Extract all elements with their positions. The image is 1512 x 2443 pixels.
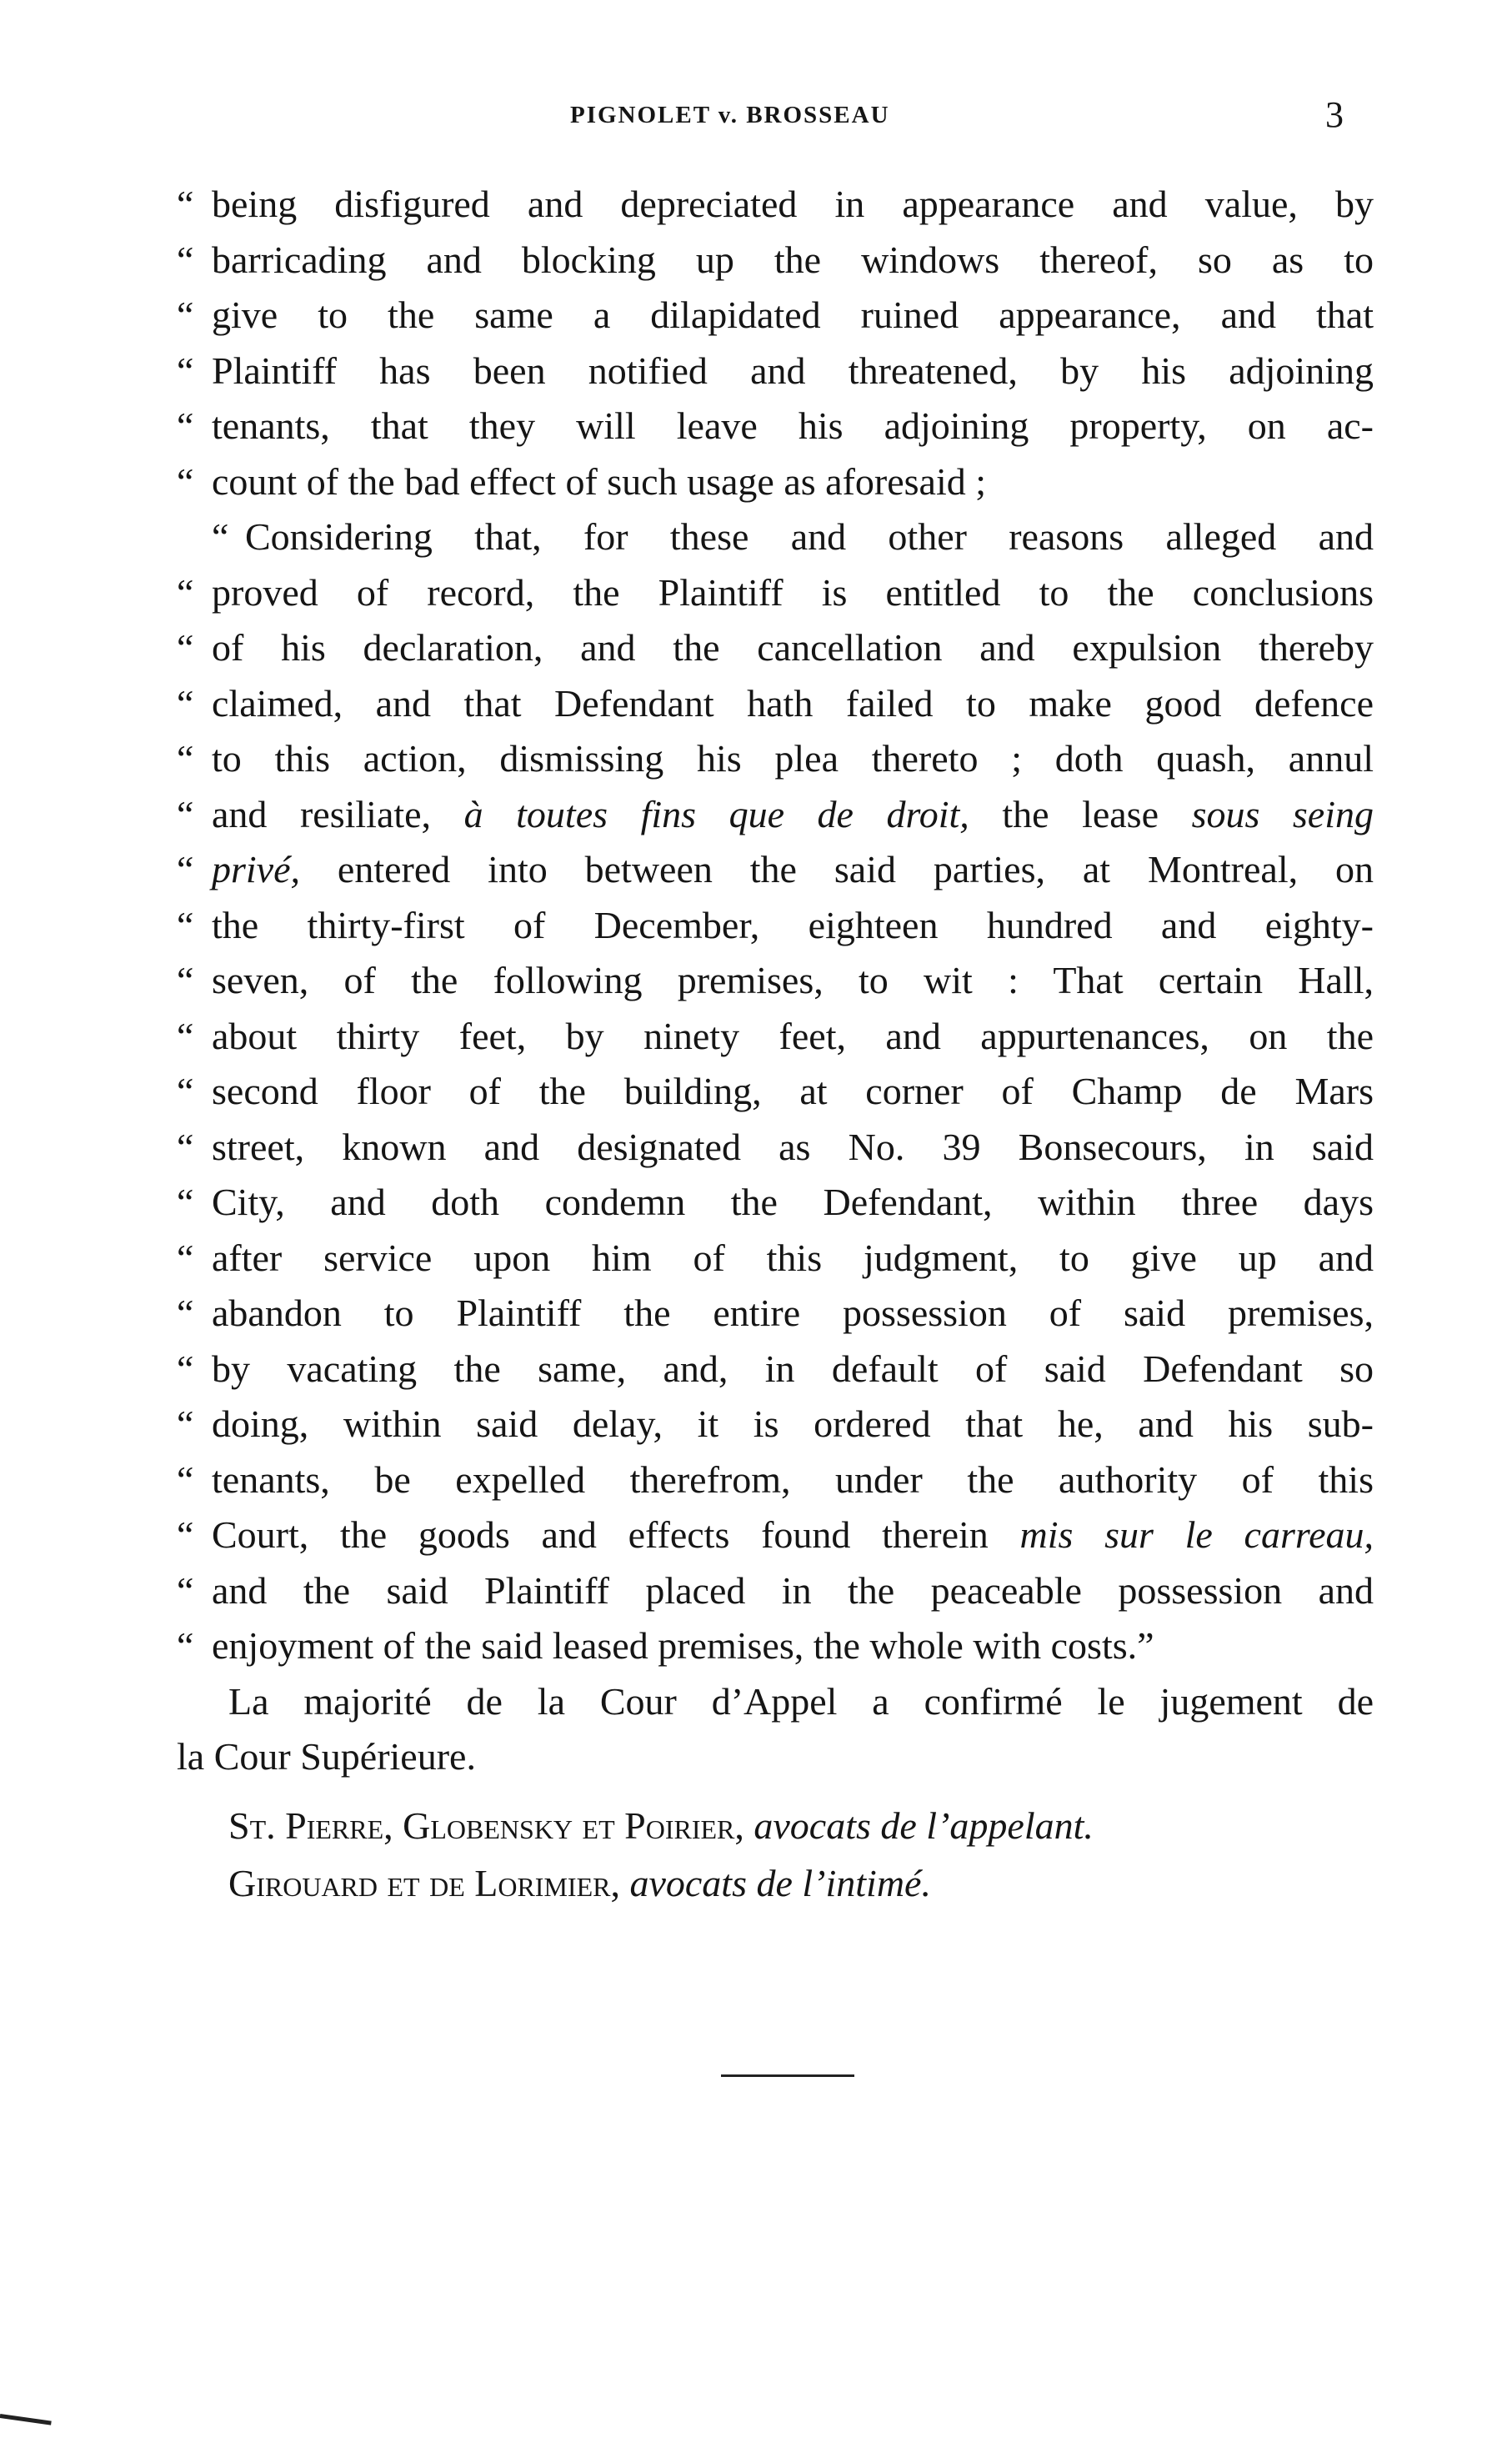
text-line: “ barricading and blocking up the windows thereof, so as to <box>177 233 1374 288</box>
quote-mark: “ <box>177 570 194 614</box>
text-line: La majorité de la Cour d’Appel a confirmé le jugement de <box>228 1679 1374 1723</box>
quote-mark: “ <box>177 1513 194 1556</box>
text-line: “ about thirty feet, by ninety feet, and appurtenances, on the <box>177 1009 1374 1065</box>
counsel-names: St. Pierre, Globensky et Poirier, <box>228 1804 744 1847</box>
text-line: “ doing, within said delay, it is ordered that he, and his sub- <box>177 1397 1374 1452</box>
text-line: “ street, known and designated as No. 39 Bonsecours, in said <box>177 1120 1374 1176</box>
quote-mark: “ <box>177 293 194 336</box>
text-line: “ enjoyment of the said leased premises, the whole with costs.” <box>177 1618 1374 1674</box>
text-line: “ tenants, that they will leave his adjoining property, on ac- <box>177 399 1374 454</box>
text-line: “ proved of record, the Plaintiff is entitled to the conclusions <box>177 565 1374 621</box>
text-line: “ abandon to Plaintiff the entire possession of said premises, <box>177 1286 1374 1342</box>
text-line: “ being disfigured and depreciated in appearance and value, by <box>177 177 1374 233</box>
closing-rule <box>721 2074 854 2077</box>
quote-mark: “ <box>177 404 194 447</box>
quote-mark: “ <box>177 1402 194 1445</box>
counsel-role: avocats de l’intimé. <box>629 1862 931 1904</box>
text-line: “ privé, entered into between the said parties, at Montreal, on <box>177 842 1374 898</box>
text-line: “ City, and doth condemn the Defendant, within three days <box>177 1175 1374 1231</box>
quote-mark: “ <box>177 183 194 225</box>
quote-mark: “ <box>177 349 194 392</box>
quote-mark: “ <box>177 1457 194 1501</box>
quote-mark: “ <box>177 792 194 835</box>
quote-mark: “ <box>177 1236 194 1279</box>
judgment-text <box>177 177 1374 1785</box>
scan-edge-mark <box>0 2414 52 2425</box>
quote-mark: “ <box>177 903 194 946</box>
quote-mark: “ <box>177 959 194 1001</box>
text-line: “ by vacating the same, and, in default of said Defendant so <box>177 1342 1374 1397</box>
quote-mark: “ <box>177 626 194 669</box>
text-line: “ Considering that, for these and other reasons alleged and <box>177 509 1374 565</box>
text-line: “ claimed, and that Defendant hath failed to make good defence <box>177 676 1374 732</box>
quote-mark: “ <box>177 848 194 890</box>
counsel-names: Girouard et de Lorimier, <box>228 1862 620 1904</box>
quote-mark: “ <box>177 1014 194 1057</box>
quote-mark: “ <box>177 459 194 503</box>
text-line: “ Court, the goods and effects found therein mis sur le carreau, <box>177 1507 1374 1563</box>
text-line: “ of his declaration, and the cancellation and expulsion thereby <box>177 620 1374 676</box>
quote-mark: “ <box>177 1568 194 1612</box>
text-line: “ to this action, dismissing his plea thereto ; doth quash, annul <box>177 731 1374 787</box>
quote-mark: “ <box>177 1292 194 1334</box>
text-line: “ and the said Plaintiff placed in the peaceable possession and <box>177 1563 1374 1619</box>
text-line: “ give to the same a dilapidated ruined appearance, and that <box>177 288 1374 344</box>
quote-mark: “ <box>177 1347 194 1390</box>
counsel-respondent <box>228 1861 931 1905</box>
quote-mark: “ <box>177 1624 194 1667</box>
running-header <box>0 93 1512 143</box>
page-number: 3 <box>1325 94 1344 135</box>
counsel-appellant <box>228 1803 1094 1848</box>
quote-mark: “ <box>177 737 194 780</box>
text-line: la Cour Supérieure. <box>177 1735 476 1778</box>
text-line: “ after service upon him of this judgment, to give up and <box>177 1231 1374 1287</box>
text-line: “ tenants, be expelled therefrom, under the authority of this <box>177 1452 1374 1508</box>
running-title: PIGNOLET v. BROSSEAU <box>570 102 890 128</box>
text-line: “ seven, of the following premises, to wit : That certain Hall, <box>177 953 1374 1009</box>
quote-mark: “ <box>177 681 194 725</box>
quote-mark: “ <box>177 1070 194 1112</box>
text-line: “ and resiliate, à toutes fins que de droit, the lease sous seing <box>177 787 1374 843</box>
quote-mark: “ <box>177 238 194 281</box>
quote-mark: “ <box>177 1181 194 1223</box>
text-line: “ count of the bad effect of such usage as aforesaid ; <box>177 454 1374 510</box>
quote-mark: “ <box>212 515 229 558</box>
text-line: “ the thirty-first of December, eighteen hundred and eighty- <box>177 898 1374 954</box>
text-line: “ second floor of the building, at corner of Champ de Mars <box>177 1064 1374 1120</box>
quote-mark: “ <box>177 1125 194 1168</box>
text-line: “ Plaintiff has been notified and threatened, by his adjoining <box>177 344 1374 399</box>
counsel-role: avocats de l’appelant. <box>753 1804 1094 1847</box>
